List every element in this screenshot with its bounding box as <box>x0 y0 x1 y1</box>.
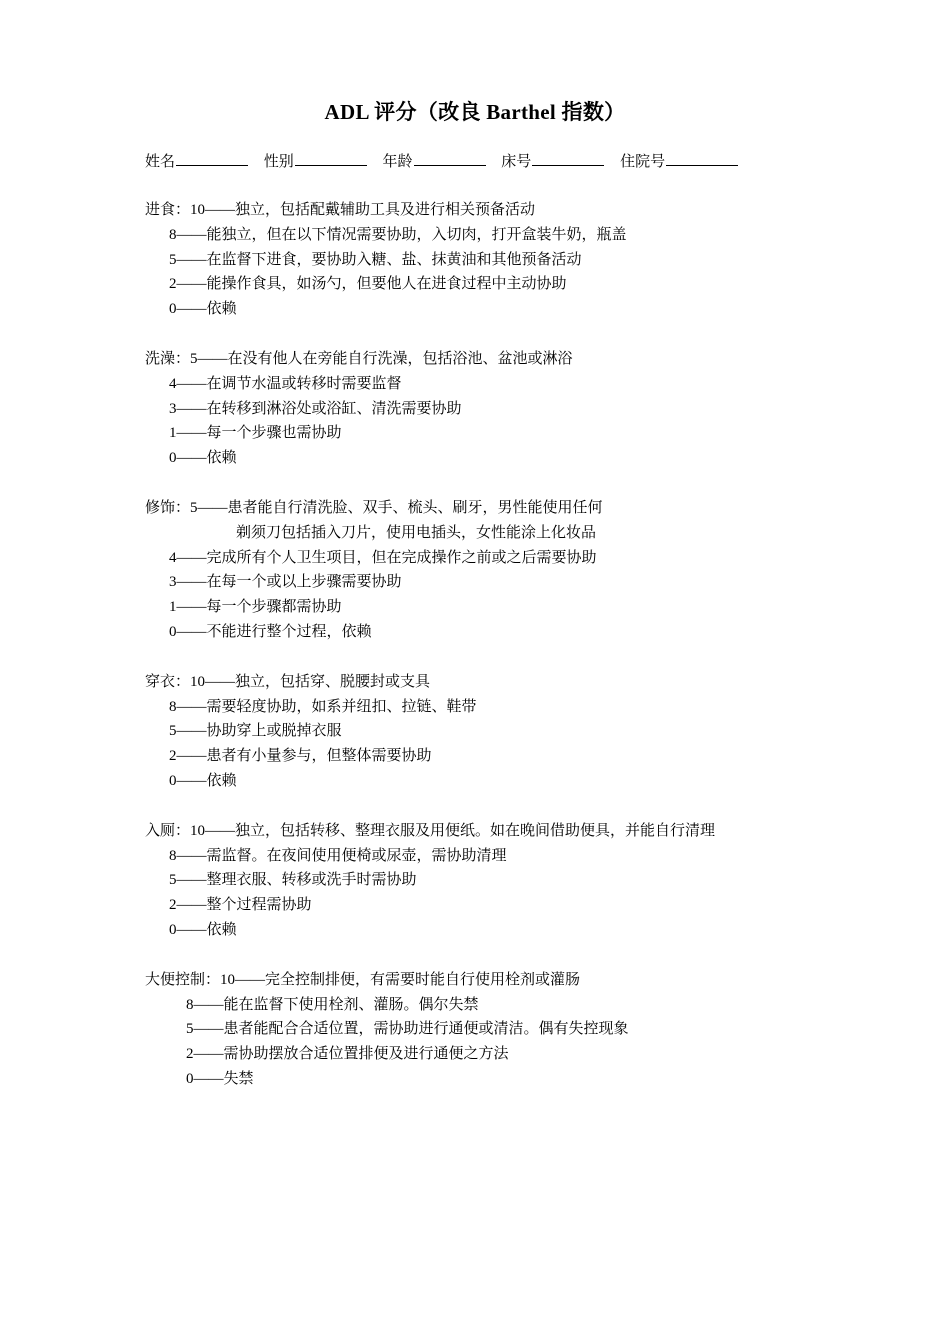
bathing-option: 4——在调节水温或转移时需要监督 <box>169 375 402 392</box>
bed-blank[interactable] <box>532 148 604 166</box>
patient-info-row <box>145 148 750 174</box>
grooming-option: 1——每一个步骤都需协助 <box>169 599 342 616</box>
age-blank[interactable] <box>414 148 486 166</box>
section-grooming <box>145 496 825 645</box>
admission-number-blank[interactable] <box>666 148 738 166</box>
score-items <box>145 198 825 1117</box>
section-eating <box>145 198 825 322</box>
toileting-option: 8——需监督。在夜间使用便椅或尿壶，需协助清理 <box>169 847 507 864</box>
section-dressing <box>145 670 825 794</box>
toileting-option: 2——整个过程需协助 <box>169 897 312 914</box>
section-bowel-control <box>145 968 825 1092</box>
page-title: ADL 评分（改良 Barthel 指数） <box>324 100 626 124</box>
eating-option: 2——能操作食具，如汤勺，但要他人在进食过程中主动协助 <box>169 276 567 293</box>
bathing-option: 0——依赖 <box>169 450 237 467</box>
section-toileting <box>145 819 825 943</box>
bed-label: 床号 <box>501 154 532 170</box>
admission-number-label: 住院号 <box>620 154 666 170</box>
sex-blank[interactable] <box>295 148 367 166</box>
sex-label: 性别 <box>263 154 294 170</box>
sex-field <box>264 148 367 174</box>
bowel-option: 0——失禁 <box>186 1070 254 1087</box>
name-field <box>145 148 248 174</box>
name-blank[interactable] <box>176 148 248 166</box>
dressing-heading: 穿衣：10——独立，包括穿、脱腰封或支具 <box>145 673 431 690</box>
age-field <box>383 148 486 174</box>
age-label: 年龄 <box>382 154 413 170</box>
admission-number-field <box>620 148 738 174</box>
bathing-option: 3——在转移到淋浴处或浴缸、清洗需要协助 <box>169 400 462 417</box>
toileting-option: 5——整理衣服、转移或洗手时需协助 <box>169 872 417 889</box>
bowel-option: 2——需协助摆放合适位置排便及进行通便之方法 <box>186 1046 509 1063</box>
toileting-option: 0——依赖 <box>169 921 237 938</box>
dressing-option: 5——协助穿上或脱掉衣服 <box>169 723 342 740</box>
bathing-heading: 洗澡：5——在没有他人在旁能自行洗澡，包括浴池、盆池或淋浴 <box>145 350 573 367</box>
grooming-option: 4——完成所有个人卫生项目，但在完成操作之前或之后需要协助 <box>169 549 597 566</box>
dressing-option: 8——需要轻度协助，如系并纽扣、拉链、鞋带 <box>169 698 477 715</box>
grooming-option: 3——在每一个或以上步骤需要协助 <box>169 574 402 591</box>
grooming-option: 0——不能进行整个过程，依赖 <box>169 623 372 640</box>
grooming-heading: 修饰：5——患者能自行清洗脸、双手、梳头、刷牙，男性能使用任何 <box>145 499 603 516</box>
bowel-heading: 大便控制：10——完全控制排便，有需要时能自行使用栓剂或灌肠 <box>145 971 581 988</box>
bathing-option: 1——每一个步骤也需协助 <box>169 425 342 442</box>
grooming-heading-continuation: 剃须刀包括插入刀片，使用电插头，女性能涂上化妆品 <box>236 524 597 541</box>
bowel-option: 5——患者能配合合适位置，需协助进行通便或清洁。偶有失控现象 <box>186 1021 629 1038</box>
bed-field <box>501 148 604 174</box>
eating-option: 5——在监督下进食，要协助入糖、盐、抹黄油和其他预备活动 <box>169 251 582 268</box>
toileting-heading: 入厕：10——独立，包括转移、整理衣服及用便纸。如在晚间借助便具，并能自行清理 <box>145 822 716 839</box>
section-bathing <box>145 347 825 471</box>
eating-option: 8——能独立，但在以下情况需要协助，入切肉，打开盒装牛奶，瓶盖 <box>169 226 627 243</box>
dressing-option: 2——患者有小量参与，但整体需要协助 <box>169 748 432 765</box>
bowel-option: 8——能在监督下使用栓剂、灌肠。偶尔失禁 <box>186 996 479 1013</box>
eating-heading: 进食：10——独立，包括配戴辅助工具及进行相关预备活动 <box>145 202 536 218</box>
name-label: 姓名 <box>145 154 176 170</box>
dressing-option: 0——依赖 <box>169 772 237 789</box>
eating-option: 0——依赖 <box>169 301 237 318</box>
